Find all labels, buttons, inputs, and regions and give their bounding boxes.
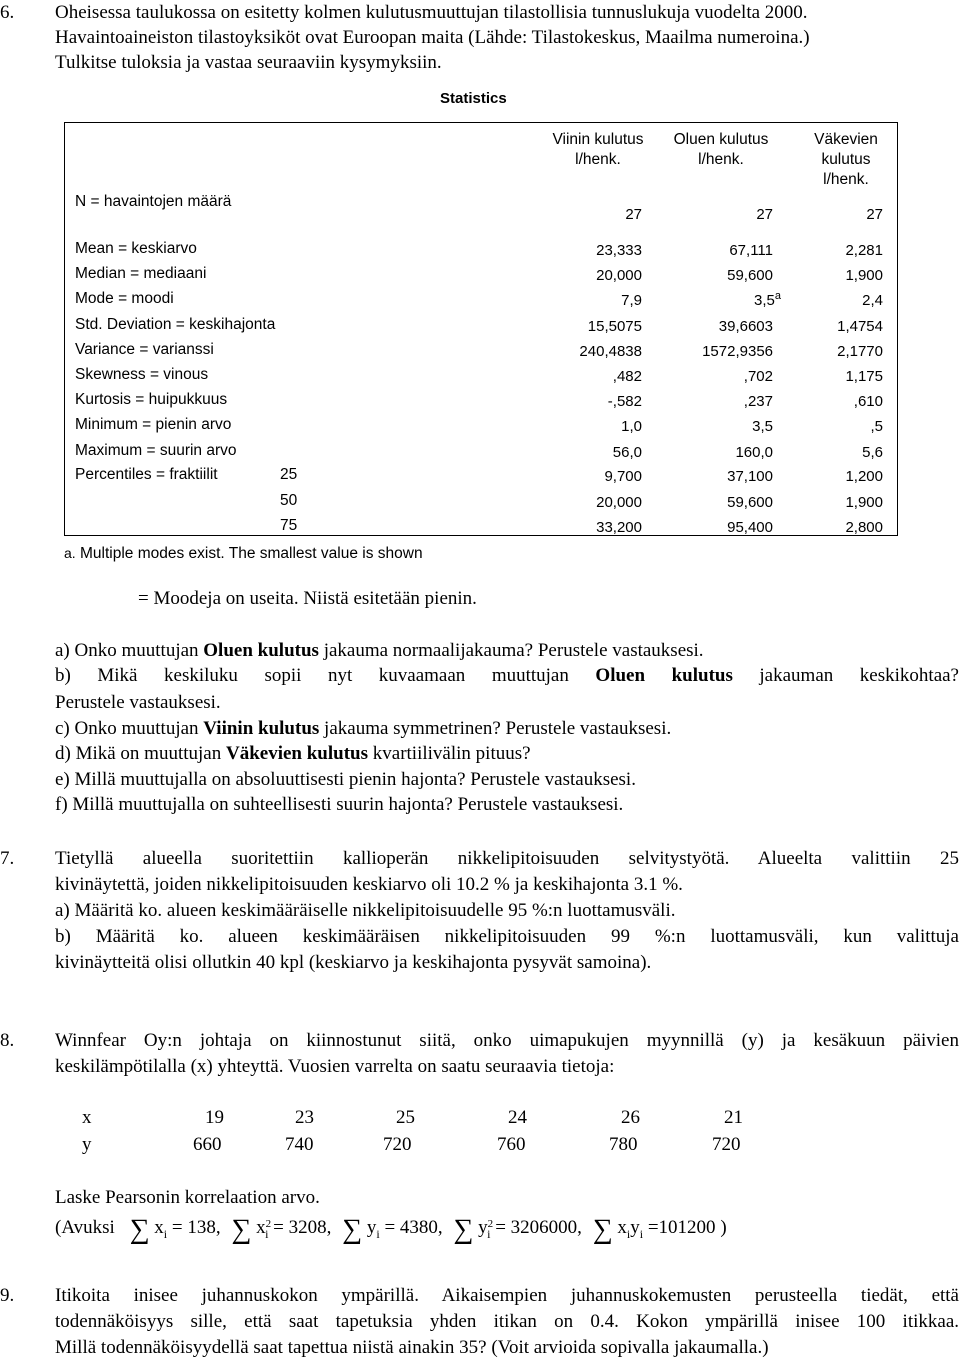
table-cell: 2,281 — [845, 242, 883, 259]
question-line: Tietyllä alueella suoritettiin kallioperän nikkelipitoisuuden selvitystyötä. Alueelta valittiin 25 — [55, 848, 959, 869]
subquestion-c: c) Onko muuttujan Viinin kulutus jakauma symmetrinen? Perustele vastauksesi. — [55, 718, 672, 739]
table-cell: 20,000 — [596, 494, 642, 511]
table-cell: 39,6603 — [718, 318, 773, 335]
table-cell: 9,700 — [604, 468, 642, 485]
table-cell: 1,0 — [621, 418, 642, 435]
table-cell: 1,900 — [845, 267, 883, 284]
question-line: keskilämpötilalla (x) yhteyttä. Vuosien varrelta on saatu seuraavia tietoja: — [55, 1056, 615, 1077]
percentile-label: 25 — [280, 466, 298, 483]
subquestion-b-cont: Perustele vastauksesi. — [55, 692, 221, 713]
table-cell: 37,100 — [727, 468, 773, 485]
subquestion-d: d) Mikä on muuttujan Väkevien kulutus kvartiilivälin pituus? — [55, 743, 531, 764]
row-label: Median = mediaani — [75, 265, 207, 282]
table-cell: 1,175 — [845, 368, 883, 385]
table-cell: 15,5075 — [587, 318, 642, 335]
x-label: x — [82, 1107, 92, 1128]
sum-term: ∑ $x_iy_i =101200$ — [592, 1214, 716, 1245]
table-cell: 59,600 — [727, 494, 773, 511]
table-cell: 95,400 — [727, 519, 773, 536]
x-value: 25 — [396, 1107, 415, 1128]
question-number: 8. — [0, 1030, 15, 1051]
row-label: Mean = keskiarvo — [75, 240, 197, 257]
table-cell: -,582 — [607, 393, 642, 410]
footnote-marker: a — [774, 290, 781, 302]
x-row — [0, 1105, 960, 1130]
sum-term: ∑ $y_i = 4380$, — [342, 1214, 443, 1245]
column-header-wine: Viinin kulutus l/henk. — [552, 131, 644, 168]
table-cell: 23,333 — [596, 242, 642, 259]
x-value: 19 — [205, 1107, 224, 1128]
question-number: 6. — [0, 2, 15, 23]
table-cell: 2,1770 — [837, 343, 883, 360]
y-value: 740 — [285, 1134, 314, 1155]
y-value: 720 — [383, 1134, 412, 1155]
sum-term: ∑ $y^2_i = 3206000$, — [453, 1214, 582, 1245]
intro-line: Oheisessa taulukossa on esitetty kolmen kulutusmuuttujan tilastollisia tunnuslukuja vuodelta 2000. — [55, 2, 808, 23]
table-cell: 67,111 — [729, 242, 773, 259]
row-label-percentiles: Percentiles = fraktiilit — [75, 466, 218, 483]
table-cell: 59,600 — [727, 267, 773, 284]
subquestion-a: a) Määritä ko. alueen keskimääräiselle nikkelipitoisuudelle 95 %:n luottamusväli. — [55, 900, 676, 921]
row-label-n: N = havaintojen määrä — [75, 193, 232, 210]
table-cell: 27 — [866, 206, 883, 223]
table-cell: 3,5 — [752, 418, 773, 435]
row-label: Minimum = pienin arvo — [75, 416, 232, 433]
table-cell: 56,0 — [612, 444, 642, 461]
table-cell: ,482 — [612, 368, 642, 385]
row-label: Std. Deviation = keskihajonta — [75, 316, 276, 333]
question-line: Itikoita inisee juhannuskokon ympärillä. Aikaisempien juhannuskokemusten perusteella tiedät, että — [55, 1285, 959, 1306]
column-header-spirits: Väkevien kulutus l/henk. — [814, 131, 878, 188]
table-cell: ,237 — [743, 393, 773, 410]
table-cell: ,5 — [870, 418, 883, 435]
task-line: Laske Pearsonin korrelaation arvo. — [55, 1187, 320, 1208]
sum-term: ∑ $x^2_i = 3208$, — [231, 1214, 332, 1245]
table-footnote: a. Multiple modes exist. The smallest value is shown — [64, 545, 423, 562]
y-row — [0, 1132, 960, 1157]
question-line: kivinäytettä, joiden nikkelipitoisuuden keskiarvo oli 10.2 % ja keskihajonta 3.1 %. — [55, 874, 683, 895]
y-label: y — [82, 1134, 92, 1155]
question-number: 7. — [0, 848, 15, 869]
sum-term: ∑ $x_i = 138$, — [129, 1214, 221, 1245]
y-value: 760 — [497, 1134, 526, 1155]
subquestion-b: b) Määritä ko. alueen keskimääräisen nikkelipitoisuuden 99 %:n luottamusväli, kun valittuja — [55, 926, 959, 947]
hint-line: (Avuksi ∑ $x_i = 138$, ∑ $x^2_i = 3208$, ∑ $y_i = 4380$, ∑ $y^2_i = 3206000$, ∑ $x_iy_i =101200$ ) — [55, 1214, 727, 1245]
row-label: Skewness = vinous — [75, 366, 209, 383]
intro-line: Havaintoaineiston tilastoyksiköt ovat Euroopan maita (Lähde: Tilastokeskus, Maailma numeroina.) — [55, 27, 810, 48]
table-cell: 33,200 — [596, 519, 642, 536]
percentile-label: 75 — [280, 517, 298, 534]
table-cell: 2,4 — [862, 292, 883, 309]
x-value: 26 — [621, 1107, 640, 1128]
row-label: Mode = moodi — [75, 290, 174, 307]
intro-line: Tulkitse tuloksia ja vastaa seuraaviin kysymyksiin. — [55, 52, 442, 73]
subquestion-b-cont: kivinäytteitä olisi ollutkin 40 kpl (keskiarvo ja keskihajonta pysyvät samoina). — [55, 952, 652, 973]
column-header-beer: Oluen kulutus l/henk. — [673, 131, 769, 168]
y-value: 720 — [712, 1134, 741, 1155]
table-cell: 2,800 — [845, 519, 883, 536]
subquestion-e: e) Millä muuttujalla on absoluuttisesti pienin hajonta? Perustele vastauksesi. — [55, 769, 636, 790]
x-value: 23 — [295, 1107, 314, 1128]
table-cell: 1,4754 — [837, 318, 883, 335]
table-cell: 3,5$^a$ — [754, 290, 781, 309]
table-title: Statistics — [440, 90, 507, 107]
subquestion-a: a) Onko muuttujan Oluen kulutus jakauma normaalijakauma? Perustele vastauksesi. — [55, 640, 704, 661]
question-line: Millä todennäköisyydellä saat tapettua niistä ainakin 35? (Voit arvioida sopivalla jakaumalla.) — [55, 1337, 769, 1358]
x-value: 24 — [508, 1107, 527, 1128]
row-label: Variance = varianssi — [75, 341, 214, 358]
subquestion-f: f) Millä muuttujalla on suhteellisesti suurin hajonta? Perustele vastauksesi. — [55, 794, 624, 815]
footnote-translation: = Moodeja on useita. Niistä esitetään pienin. — [138, 588, 477, 609]
subquestion-b: b) Mikä keskiluku sopii nyt kuvaamaan muuttujan Oluen kulutus jakauman keskikohtaa? — [55, 665, 959, 686]
table-cell: 160,0 — [735, 444, 773, 461]
question-line: todennäköisyys sille, että saat tapetuksia yhden itikan on 0.4. Kokon ympärillä inisee 100 itikkaa. — [55, 1311, 959, 1332]
x-value: 21 — [724, 1107, 743, 1128]
question-line: Winnfear Oy:n johtaja on kiinnostunut siitä, onko uimapukujen myynnillä (y) ja kesäkuun päivien — [55, 1030, 959, 1051]
table-cell: ,702 — [743, 368, 773, 385]
percentile-label: 50 — [280, 492, 298, 509]
table-cell: 1,200 — [845, 468, 883, 485]
table-cell: 5,6 — [862, 444, 883, 461]
table-cell: 240,4838 — [579, 343, 642, 360]
table-cell: 1,900 — [845, 494, 883, 511]
table-cell: 27 — [756, 206, 773, 223]
table-cell: 27 — [625, 206, 642, 223]
table-cell: 1572,9356 — [702, 343, 773, 360]
table-cell: 7,9 — [621, 292, 642, 309]
y-value: 660 — [193, 1134, 222, 1155]
row-label: Maximum = suurin arvo — [75, 442, 237, 459]
row-label: Kurtosis = huipukkuus — [75, 391, 228, 408]
question-number: 9. — [0, 1285, 15, 1306]
table-cell: 20,000 — [596, 267, 642, 284]
table-cell: ,610 — [853, 393, 883, 410]
y-value: 780 — [609, 1134, 638, 1155]
